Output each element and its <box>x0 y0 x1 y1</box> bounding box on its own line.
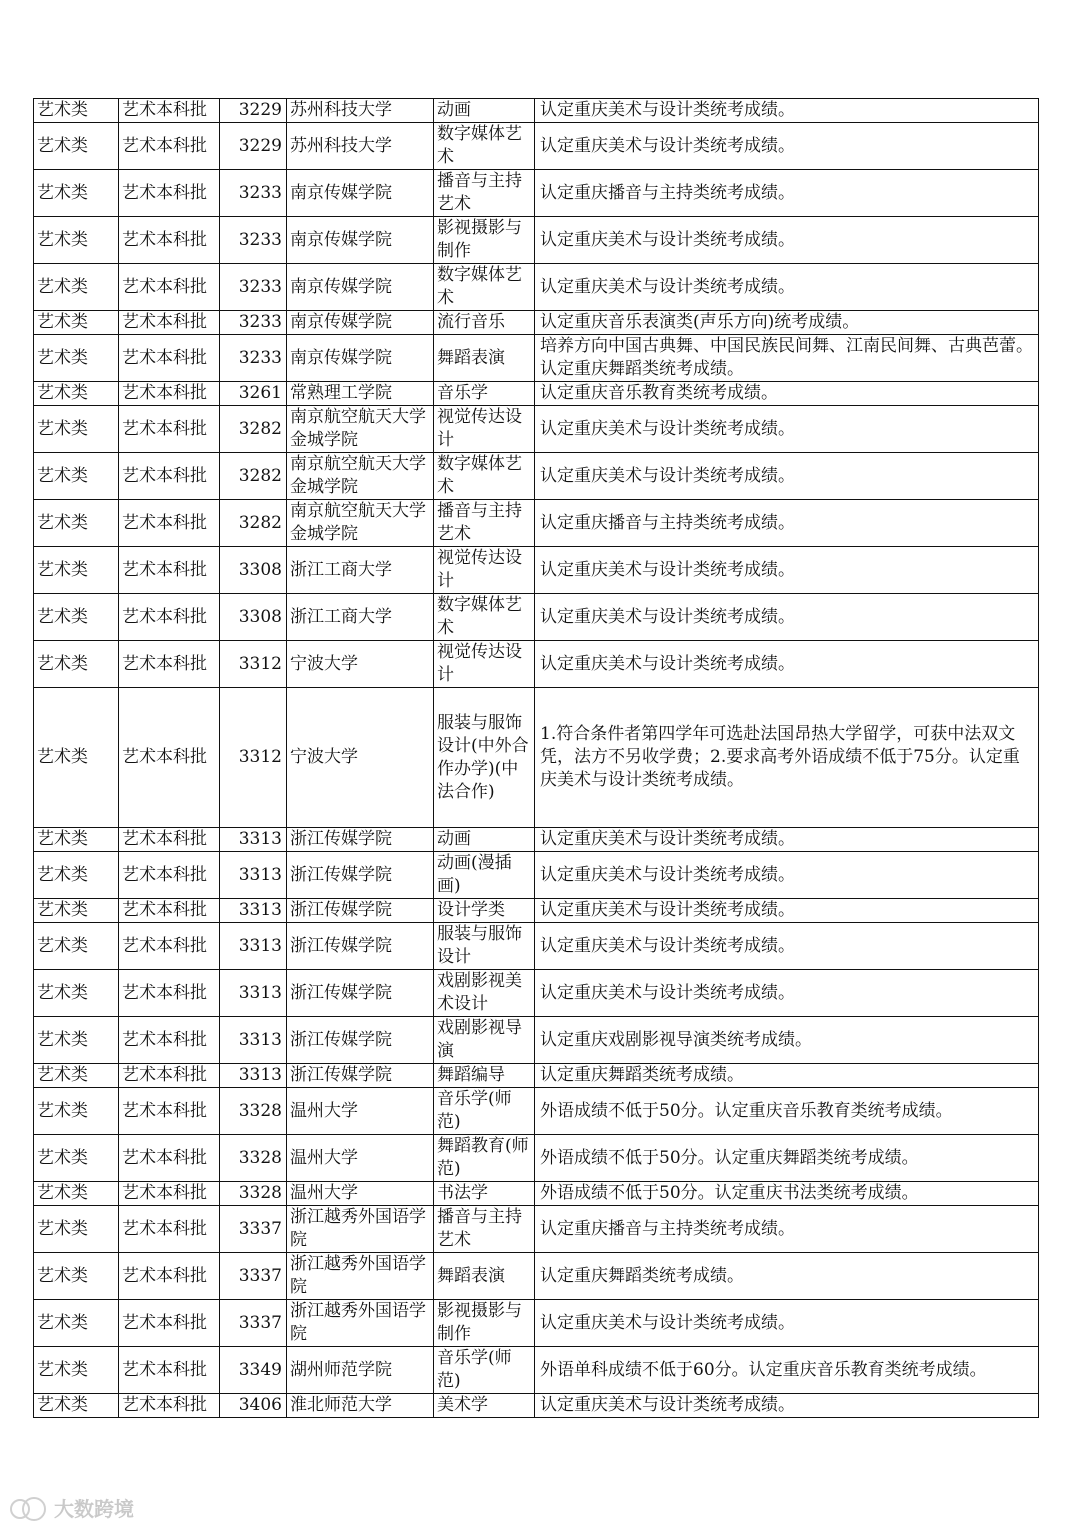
cell-school: 南京传媒学院 <box>287 170 434 217</box>
cell-note: 外语成绩不低于50分。认定重庆音乐教育类统考成绩。 <box>535 1088 1039 1135</box>
cell-school: 浙江工商大学 <box>287 547 434 594</box>
cell-category: 艺术类 <box>34 311 119 335</box>
table-row <box>34 335 1039 382</box>
cell-major: 视觉传达设计 <box>434 641 535 688</box>
cell-school: 浙江传媒学院 <box>287 970 434 1017</box>
cell-major: 动画 <box>434 99 535 123</box>
cell-school: 湖州师范学院 <box>287 1347 434 1394</box>
cell-major: 服装与服饰设计(中外合作办学)(中法合作) <box>434 688 535 828</box>
table-row <box>34 1394 1039 1418</box>
cell-school: 南京航空航天大学金城学院 <box>287 406 434 453</box>
cell-note: 认定重庆美术与设计类统考成绩。 <box>535 1394 1039 1418</box>
cell-note: 认定重庆播音与主持类统考成绩。 <box>535 1206 1039 1253</box>
cell-category: 艺术类 <box>34 217 119 264</box>
cell-major: 音乐学 <box>434 382 535 406</box>
cell-major: 视觉传达设计 <box>434 547 535 594</box>
cell-category: 艺术类 <box>34 453 119 500</box>
cell-code: 3233 <box>220 264 287 311</box>
cell-batch: 艺术本科批 <box>119 828 220 852</box>
cell-batch: 艺术本科批 <box>119 1135 220 1182</box>
cell-batch: 艺术本科批 <box>119 1064 220 1088</box>
cell-batch: 艺术本科批 <box>119 1394 220 1418</box>
cell-category: 艺术类 <box>34 1064 119 1088</box>
cell-code: 3229 <box>220 99 287 123</box>
cell-major: 书法学 <box>434 1182 535 1206</box>
cell-category: 艺术类 <box>34 1253 119 1300</box>
cell-school: 南京传媒学院 <box>287 217 434 264</box>
cell-major: 播音与主持艺术 <box>434 170 535 217</box>
cell-note: 认定重庆美术与设计类统考成绩。 <box>535 594 1039 641</box>
cell-batch: 艺术本科批 <box>119 311 220 335</box>
cell-category: 艺术类 <box>34 1017 119 1064</box>
cell-code: 3328 <box>220 1088 287 1135</box>
cell-batch: 艺术本科批 <box>119 688 220 828</box>
watermark-logo-icon <box>10 1496 48 1520</box>
cell-school: 浙江越秀外国语学院 <box>287 1206 434 1253</box>
cell-note: 认定重庆舞蹈类统考成绩。 <box>535 1253 1039 1300</box>
table-row <box>34 547 1039 594</box>
cell-category: 艺术类 <box>34 828 119 852</box>
cell-category: 艺术类 <box>34 99 119 123</box>
cell-note: 认定重庆美术与设计类统考成绩。 <box>535 828 1039 852</box>
cell-major: 舞蹈教育(师范) <box>434 1135 535 1182</box>
cell-code: 3313 <box>220 1017 287 1064</box>
cell-category: 艺术类 <box>34 500 119 547</box>
cell-batch: 艺术本科批 <box>119 170 220 217</box>
cell-code: 3313 <box>220 828 287 852</box>
cell-batch: 艺术本科批 <box>119 406 220 453</box>
cell-note: 认定重庆美术与设计类统考成绩。 <box>535 123 1039 170</box>
cell-code: 3261 <box>220 382 287 406</box>
cell-batch: 艺术本科批 <box>119 923 220 970</box>
cell-major: 播音与主持艺术 <box>434 1206 535 1253</box>
cell-school: 浙江传媒学院 <box>287 1017 434 1064</box>
cell-major: 视觉传达设计 <box>434 406 535 453</box>
cell-batch: 艺术本科批 <box>119 264 220 311</box>
cell-category: 艺术类 <box>34 641 119 688</box>
watermark <box>10 1493 134 1522</box>
table-row <box>34 852 1039 899</box>
cell-major: 流行音乐 <box>434 311 535 335</box>
cell-major: 戏剧影视美术设计 <box>434 970 535 1017</box>
cell-school: 南京航空航天大学金城学院 <box>287 453 434 500</box>
cell-category: 艺术类 <box>34 852 119 899</box>
cell-code: 3233 <box>220 170 287 217</box>
cell-code: 3349 <box>220 1347 287 1394</box>
cell-note: 1.符合条件者第四学年可选赴法国昂热大学留学，可获中法双文凭，法方不另收学费；2.要求高考外语成绩不低于75分。认定重庆美术与设计类统考成绩。 <box>535 688 1039 828</box>
cell-code: 3313 <box>220 899 287 923</box>
cell-category: 艺术类 <box>34 594 119 641</box>
cell-code: 3312 <box>220 641 287 688</box>
table-row <box>34 828 1039 852</box>
cell-note: 认定重庆美术与设计类统考成绩。 <box>535 852 1039 899</box>
admission-table <box>33 98 1039 1418</box>
cell-note: 认定重庆播音与主持类统考成绩。 <box>535 170 1039 217</box>
cell-note: 认定重庆美术与设计类统考成绩。 <box>535 217 1039 264</box>
cell-school: 温州大学 <box>287 1135 434 1182</box>
cell-code: 3233 <box>220 311 287 335</box>
cell-major: 数字媒体艺术 <box>434 264 535 311</box>
table-row <box>34 170 1039 217</box>
cell-school: 浙江传媒学院 <box>287 1064 434 1088</box>
cell-code: 3282 <box>220 500 287 547</box>
cell-major: 动画 <box>434 828 535 852</box>
cell-note: 认定重庆音乐教育类统考成绩。 <box>535 382 1039 406</box>
cell-note: 外语成绩不低于50分。认定重庆舞蹈类统考成绩。 <box>535 1135 1039 1182</box>
cell-note: 培养方向中国古典舞、中国民族民间舞、江南民间舞、古典芭蕾。认定重庆舞蹈类统考成绩。 <box>535 335 1039 382</box>
cell-note: 认定重庆舞蹈类统考成绩。 <box>535 1064 1039 1088</box>
cell-major: 美术学 <box>434 1394 535 1418</box>
cell-code: 3313 <box>220 852 287 899</box>
cell-school: 温州大学 <box>287 1182 434 1206</box>
table-row <box>34 453 1039 500</box>
table-row <box>34 264 1039 311</box>
table-row <box>34 1182 1039 1206</box>
cell-major: 服装与服饰设计 <box>434 923 535 970</box>
cell-batch: 艺术本科批 <box>119 1300 220 1347</box>
cell-batch: 艺术本科批 <box>119 99 220 123</box>
cell-batch: 艺术本科批 <box>119 594 220 641</box>
cell-code: 3406 <box>220 1394 287 1418</box>
cell-note: 外语成绩不低于50分。认定重庆书法类统考成绩。 <box>535 1182 1039 1206</box>
cell-batch: 艺术本科批 <box>119 852 220 899</box>
table-row <box>34 923 1039 970</box>
cell-category: 艺术类 <box>34 1206 119 1253</box>
cell-school: 浙江越秀外国语学院 <box>287 1300 434 1347</box>
table-row <box>34 406 1039 453</box>
cell-code: 3328 <box>220 1182 287 1206</box>
cell-note: 认定重庆美术与设计类统考成绩。 <box>535 406 1039 453</box>
cell-note: 认定重庆美术与设计类统考成绩。 <box>535 923 1039 970</box>
cell-batch: 艺术本科批 <box>119 382 220 406</box>
table-row <box>34 1300 1039 1347</box>
cell-major: 影视摄影与制作 <box>434 217 535 264</box>
cell-note: 认定重庆美术与设计类统考成绩。 <box>535 99 1039 123</box>
cell-school: 宁波大学 <box>287 688 434 828</box>
cell-category: 艺术类 <box>34 264 119 311</box>
cell-batch: 艺术本科批 <box>119 1088 220 1135</box>
table-row <box>34 1088 1039 1135</box>
cell-school: 温州大学 <box>287 1088 434 1135</box>
cell-batch: 艺术本科批 <box>119 1182 220 1206</box>
cell-major: 数字媒体艺术 <box>434 453 535 500</box>
cell-code: 3337 <box>220 1300 287 1347</box>
cell-school: 浙江传媒学院 <box>287 899 434 923</box>
cell-major: 舞蹈编导 <box>434 1064 535 1088</box>
table-row <box>34 500 1039 547</box>
cell-note: 认定重庆美术与设计类统考成绩。 <box>535 970 1039 1017</box>
cell-school: 南京传媒学院 <box>287 311 434 335</box>
table-row <box>34 311 1039 335</box>
cell-school: 浙江传媒学院 <box>287 852 434 899</box>
cell-note: 认定重庆美术与设计类统考成绩。 <box>535 453 1039 500</box>
cell-category: 艺术类 <box>34 970 119 1017</box>
cell-note: 认定重庆音乐表演类(声乐方向)统考成绩。 <box>535 311 1039 335</box>
cell-code: 3313 <box>220 923 287 970</box>
cell-school: 淮北师范大学 <box>287 1394 434 1418</box>
cell-category: 艺术类 <box>34 382 119 406</box>
cell-category: 艺术类 <box>34 123 119 170</box>
cell-major: 数字媒体艺术 <box>434 594 535 641</box>
cell-code: 3328 <box>220 1135 287 1182</box>
cell-code: 3233 <box>220 335 287 382</box>
cell-code: 3308 <box>220 547 287 594</box>
cell-category: 艺术类 <box>34 923 119 970</box>
cell-note: 认定重庆美术与设计类统考成绩。 <box>535 264 1039 311</box>
cell-code: 3282 <box>220 406 287 453</box>
cell-school: 苏州科技大学 <box>287 99 434 123</box>
cell-batch: 艺术本科批 <box>119 1206 220 1253</box>
cell-note: 认定重庆播音与主持类统考成绩。 <box>535 500 1039 547</box>
table-row <box>34 99 1039 123</box>
cell-category: 艺术类 <box>34 1088 119 1135</box>
cell-category: 艺术类 <box>34 1135 119 1182</box>
cell-batch: 艺术本科批 <box>119 1253 220 1300</box>
cell-school: 浙江工商大学 <box>287 594 434 641</box>
table-row <box>34 1347 1039 1394</box>
cell-code: 3308 <box>220 594 287 641</box>
cell-note: 认定重庆美术与设计类统考成绩。 <box>535 1300 1039 1347</box>
cell-category: 艺术类 <box>34 1347 119 1394</box>
cell-major: 设计学类 <box>434 899 535 923</box>
cell-code: 3312 <box>220 688 287 828</box>
table-row <box>34 594 1039 641</box>
table-row <box>34 688 1039 828</box>
cell-major: 戏剧影视导演 <box>434 1017 535 1064</box>
table-row <box>34 1253 1039 1300</box>
cell-school: 浙江传媒学院 <box>287 828 434 852</box>
table-row <box>34 1017 1039 1064</box>
cell-category: 艺术类 <box>34 335 119 382</box>
cell-major: 动画(漫插画) <box>434 852 535 899</box>
cell-school: 浙江越秀外国语学院 <box>287 1253 434 1300</box>
cell-batch: 艺术本科批 <box>119 1017 220 1064</box>
cell-category: 艺术类 <box>34 170 119 217</box>
cell-school: 南京传媒学院 <box>287 264 434 311</box>
cell-note: 认定重庆美术与设计类统考成绩。 <box>535 547 1039 594</box>
cell-batch: 艺术本科批 <box>119 970 220 1017</box>
cell-code: 3229 <box>220 123 287 170</box>
table-row <box>34 970 1039 1017</box>
cell-batch: 艺术本科批 <box>119 453 220 500</box>
cell-major: 影视摄影与制作 <box>434 1300 535 1347</box>
cell-batch: 艺术本科批 <box>119 500 220 547</box>
cell-category: 艺术类 <box>34 1394 119 1418</box>
cell-school: 浙江传媒学院 <box>287 923 434 970</box>
cell-school: 常熟理工学院 <box>287 382 434 406</box>
cell-category: 艺术类 <box>34 1182 119 1206</box>
cell-category: 艺术类 <box>34 688 119 828</box>
cell-batch: 艺术本科批 <box>119 899 220 923</box>
cell-major: 音乐学(师范) <box>434 1347 535 1394</box>
table-row <box>34 217 1039 264</box>
cell-code: 3233 <box>220 217 287 264</box>
cell-batch: 艺术本科批 <box>119 123 220 170</box>
table-row <box>34 1206 1039 1253</box>
cell-batch: 艺术本科批 <box>119 1347 220 1394</box>
cell-school: 苏州科技大学 <box>287 123 434 170</box>
cell-note: 认定重庆戏剧影视导演类统考成绩。 <box>535 1017 1039 1064</box>
cell-code: 3313 <box>220 970 287 1017</box>
table-row <box>34 641 1039 688</box>
table-row <box>34 123 1039 170</box>
cell-batch: 艺术本科批 <box>119 641 220 688</box>
cell-school: 宁波大学 <box>287 641 434 688</box>
cell-category: 艺术类 <box>34 899 119 923</box>
table-row <box>34 1135 1039 1182</box>
cell-batch: 艺术本科批 <box>119 547 220 594</box>
cell-category: 艺术类 <box>34 1300 119 1347</box>
cell-major: 舞蹈表演 <box>434 1253 535 1300</box>
cell-major: 音乐学(师范) <box>434 1088 535 1135</box>
cell-note: 认定重庆美术与设计类统考成绩。 <box>535 641 1039 688</box>
cell-code: 3337 <box>220 1253 287 1300</box>
table-row <box>34 382 1039 406</box>
table-body <box>34 99 1039 1418</box>
cell-major: 播音与主持艺术 <box>434 500 535 547</box>
table-row <box>34 899 1039 923</box>
cell-note: 认定重庆美术与设计类统考成绩。 <box>535 899 1039 923</box>
cell-code: 3337 <box>220 1206 287 1253</box>
cell-note: 外语单科成绩不低于60分。认定重庆音乐教育类统考成绩。 <box>535 1347 1039 1394</box>
cell-code: 3313 <box>220 1064 287 1088</box>
cell-major: 舞蹈表演 <box>434 335 535 382</box>
cell-batch: 艺术本科批 <box>119 335 220 382</box>
cell-code: 3282 <box>220 453 287 500</box>
cell-school: 南京传媒学院 <box>287 335 434 382</box>
cell-category: 艺术类 <box>34 406 119 453</box>
cell-category: 艺术类 <box>34 547 119 594</box>
table-row <box>34 1064 1039 1088</box>
cell-school: 南京航空航天大学金城学院 <box>287 500 434 547</box>
cell-major: 数字媒体艺术 <box>434 123 535 170</box>
cell-batch: 艺术本科批 <box>119 217 220 264</box>
watermark-text: 大数跨境 <box>54 1497 134 1521</box>
